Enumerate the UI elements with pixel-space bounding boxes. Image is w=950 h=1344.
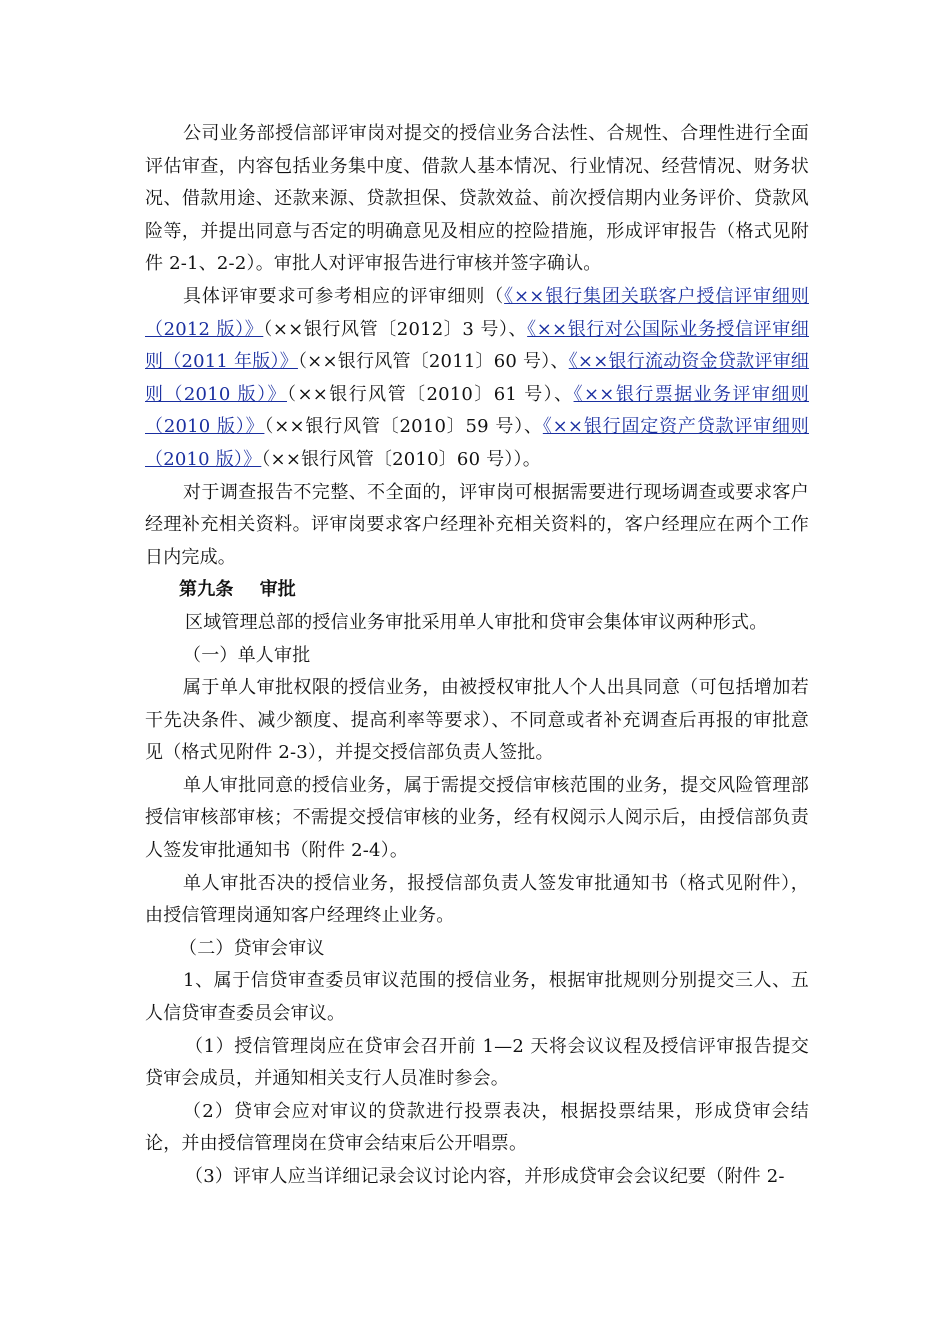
subheading-committee-review: （二）贷审会审议 bbox=[179, 937, 325, 959]
link-international-business-rules[interactable]: 《××银行对公国际业务授信评审细则（2011 年版）》 bbox=[145, 318, 809, 373]
paragraph-review-scope: 公司业务部授信部评审岗对提交的授信业务合法性、合规性、合理性进行全面评估审查，内容包括业务集中度、借款人基本情况、行业情况、经营情况、财务状况、借款用途、还款来源、贷款担保、贷款效益、前次授信期内业务评价、贷款风险等，并提出同意与否定的明确意见及相应的控险措施，形成评审报告（格式见附件 2-1、2-2）。审批人对评审报告进行审核并签字确认。 bbox=[145, 123, 809, 275]
ref-2010-60: （××银行风管〔2010〕60 号））。 bbox=[261, 448, 541, 470]
paragraph-single-approval-authority: 属于单人审批权限的授信业务，由被授权审批人个人出具同意（可包括增加若干先决条件、减少额度、提高利率等要求）、不同意或者补充调查后再报的审批意见（格式见附件 2-3），并提交授信部负责人签批。 bbox=[145, 677, 809, 764]
review-rules-lead: 具体评审要求可参考相应的评审细则（ bbox=[183, 285, 505, 307]
link-group-related-rules[interactable]: 《××银行集团关联客户授信评审细则（2012 版）》 bbox=[145, 285, 809, 340]
document-page bbox=[145, 118, 809, 1194]
ref-2010-61: （××银行风管〔2010〕61 号）、 bbox=[287, 383, 574, 405]
paragraph-committee-step-1: （1）授信管理岗应在贷审会召开前 1—2 天将会议议程及授信评审报告提交贷审会成员，并通知相关支行人员准时参会。 bbox=[145, 1035, 809, 1090]
paragraph-single-approval-rejected: 单人审批否决的授信业务，报授信部负责人签发审批通知书（格式见附件），由授信管理岗通知客户经理终止业务。 bbox=[145, 872, 809, 927]
link-fixed-asset-loan-rules[interactable]: 《××银行固定资产贷款评审细则（2010 版）》 bbox=[145, 416, 809, 470]
paragraph-review-rules bbox=[145, 281, 809, 477]
paragraph-incomplete-report: 对于调查报告不完整、不全面的，评审岗可根据需要进行现场调查或要求客户经理补充相关资料。评审岗要求客户经理补充相关资料的，客户经理应在两个工作日内完成。 bbox=[145, 481, 809, 568]
paragraph-committee-scope: 1、属于信贷审查委员审议范围的授信业务，根据审批规则分别提交三人、五人信贷审查委员会审议。 bbox=[145, 970, 809, 1025]
ref-2011-60: （××银行风管〔2011〕60 号）、 bbox=[297, 351, 569, 373]
paragraph-approval-forms: 区域管理总部的授信业务审批采用单人审批和贷审会集体审议两种形式。 bbox=[185, 611, 768, 633]
paragraph-committee-step-3: （3）评审人应当详细记录会议讨论内容，并形成贷审会会议纪要（附件 2- bbox=[185, 1166, 785, 1187]
article-title: 审批 bbox=[259, 579, 297, 601]
link-bill-business-rules[interactable]: 《××银行票据业务评审细则（2010 版）》 bbox=[145, 383, 810, 438]
subheading-single-approval: （一）单人审批 bbox=[183, 644, 311, 666]
ref-2012-3: （××银行风管〔2012〕3 号）、 bbox=[263, 318, 528, 340]
link-working-capital-rules[interactable]: 《××银行流动资金贷款评审细则（2010 版）》 bbox=[145, 351, 809, 405]
ref-2010-59: （××银行风管〔2010〕59 号）、 bbox=[264, 416, 543, 438]
article-heading bbox=[145, 574, 809, 607]
article-number: 第九条 bbox=[179, 579, 234, 601]
paragraph-committee-step-2: （2）贷审会应对审议的贷款进行投票表决，根据投票结果，形成贷审会结论，并由授信管理岗在贷审会结束后公开唱票。 bbox=[145, 1100, 809, 1155]
paragraph-single-approval-agreed: 单人审批同意的授信业务，属于需提交授信审核范围的业务，提交风险管理部授信审核部审核；不需提交授信审核的业务，经有权阅示人阅示后，由授信部负责人签发审批通知书（附件 2-4）。 bbox=[145, 774, 809, 862]
